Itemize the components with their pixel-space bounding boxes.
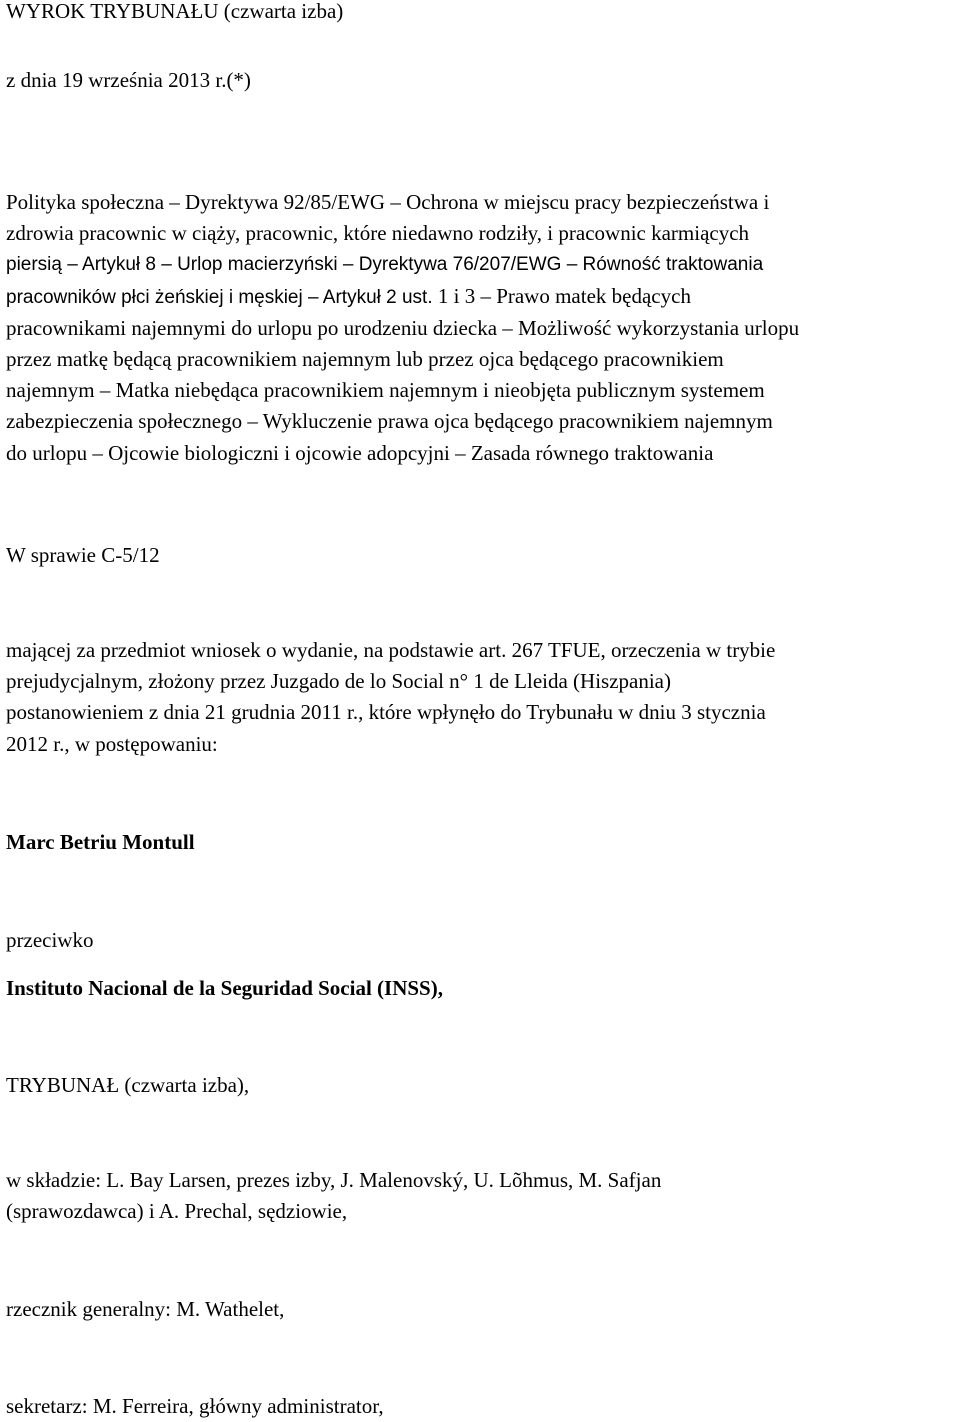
keywords-line	[6, 281, 954, 313]
procedure-line: postanowieniem z dnia 21 grudnia 2011 r., które wpłynęło do Trybunału w dniu 3 stycznia	[6, 700, 766, 725]
case-reference: W sprawie C‑5/12	[6, 543, 160, 567]
keywords-line: Polityka społeczna – Dyrektywa 92/85/EWG – Ochrona w miejscu pracy bezpieczeństwa i	[6, 190, 770, 214]
keywords-line: zdrowia pracownic w ciąży, pracownic, które niedawno rodziły, i pracownic karmiących	[6, 221, 750, 246]
keywords-line: do urlopu – Ojcowie biologiczni i ojcowie adopcyjni – Zasada równego traktowania	[6, 440, 714, 465]
versus-label: przeciwko	[6, 928, 94, 952]
keywords-line: pracownikami najemnymi do urlopu po urodzeniu dziecka – Możliwość wykorzystania urlopu	[6, 315, 800, 340]
party-applicant: Marc Betriu Montull	[6, 830, 195, 854]
judgment-date: z dnia 19 września 2013 r.(*)	[6, 68, 251, 92]
keywords-line: najemnym – Matka niebędąca pracownikiem najemnym i nieobjęta publicznym systemem	[6, 378, 765, 403]
judgment-heading: WYROK TRYBUNAŁU (czwarta izba)	[6, 0, 344, 23]
keywords-line: przez matkę będącą pracownikiem najemnym lub przez ojca będącego pracownikiem	[6, 347, 724, 372]
procedure-paragraph	[6, 635, 954, 760]
keywords-segment: 1 i 3 – Prawo matek będących	[432, 283, 691, 308]
procedure-line: mającej za przedmiot wniosek o wydanie, na podstawie art. 267 TFUE, orzeczenia w trybie	[6, 638, 776, 662]
keywords-line: piersią – Artykuł 8 – Urlop macierzyński – Dyrektywa 76/207/EWG – Równość traktowania	[6, 254, 764, 276]
procedure-line: 2012 r., w postępowaniu:	[6, 731, 218, 756]
procedure-line: prejudycjalnym, złożony przez Juzgado de lo Social n° 1 de Lleida (Hiszpania)	[6, 669, 671, 694]
keywords-segment: pracowników płci żeńskiej i męskiej – Artykuł 2 ust.	[6, 286, 433, 308]
composition-line: w składzie: L. Bay Larsen, prezes izby, J. Malenovský, U. Lõhmus, M. Safjan	[6, 1168, 662, 1192]
keywords-line: zabezpieczenia społecznego – Wykluczenie prawa ojca będącego pracownikiem najemnym	[6, 409, 773, 434]
composition-paragraph	[6, 1165, 954, 1227]
keywords-paragraph	[6, 187, 954, 469]
party-defendant: Instituto Nacional de la Seguridad Social (INSS),	[6, 976, 443, 1000]
court-name: TRYBUNAŁ (czwarta izba),	[6, 1073, 250, 1097]
registrar: sekretarz: M. Ferreira, główny administrator,	[6, 1394, 384, 1418]
advocate-general: rzecznik generalny: M. Wathelet,	[6, 1297, 285, 1321]
document-page	[6, 0, 954, 1422]
composition-line: (sprawozdawca) i A. Prechal, sędziowie,	[6, 1199, 348, 1224]
